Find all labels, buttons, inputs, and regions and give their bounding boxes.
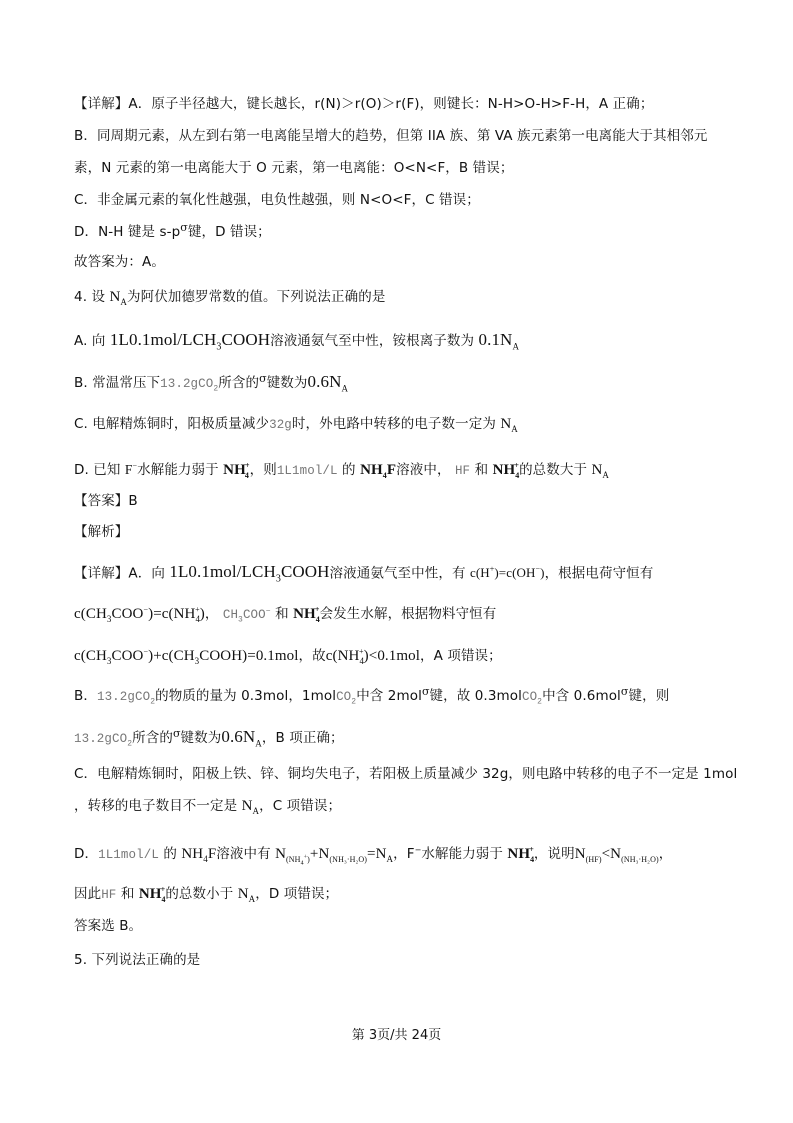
na-symbol: $N_A$ (591, 462, 610, 480)
text: 【详解】A．向 (74, 565, 165, 582)
sigma-symbol: σ (180, 221, 188, 234)
text: 溶液通氨气至中性，铵根离子数为 (270, 333, 475, 349)
text: 因此 (74, 886, 102, 902)
text: 的物质的量为 0.3mol，1mol (155, 688, 337, 704)
detail-line-d (74, 222, 271, 243)
text: 水解能力弱于 (137, 462, 219, 478)
option-c (74, 414, 518, 439)
text: 和 (275, 606, 289, 622)
option-b (74, 372, 348, 400)
text: ，说明 (533, 846, 575, 862)
option-d (74, 456, 609, 486)
formula: 13.2gCO$_2$ (96, 690, 156, 707)
equation: $c(CH_3COO^-)+c(CH_3COOH)=0.1mol$ (74, 647, 299, 666)
text: 键数为 (180, 730, 222, 746)
formula: HF (101, 888, 117, 902)
text: ，A 项错误； (420, 648, 502, 664)
text: ，则 (249, 462, 277, 478)
equation: c(H+)=c(OH−) (469, 565, 545, 581)
analysis-d-line2 (74, 880, 338, 910)
text: D． (74, 846, 99, 862)
analysis-c-line2 (74, 796, 341, 821)
text: 中含 2mol (356, 688, 422, 704)
text: 和 (474, 462, 489, 478)
formula: $CO_2$ (521, 690, 543, 707)
sigma-symbol: σ (421, 685, 430, 698)
answer-label: 【答案】B (74, 493, 138, 509)
analysis-a-line1 (74, 560, 653, 590)
text: B. 常温常压下 (74, 375, 161, 391)
text: ，D 项错误； (255, 886, 339, 902)
formula: $1L0.1mol/LCH_3COOH$ (169, 562, 330, 585)
text: ，故 (298, 648, 326, 664)
equation: $c(NH_4^+)<0.1mol$ (325, 647, 421, 666)
question-4-stem (74, 287, 385, 312)
equation: $N_{(NH_4^+)}+N_{(NH_3\cdot H_2O)}=N_A$ (275, 846, 394, 867)
acetate: $CH_3COO^-$ (222, 606, 271, 625)
detail-line-a: 【详解】A．原子半径越大，键长越长，r(N)＞r(O)＞r(F)，则键长：N-H>O-H>F-H，A 正确； (74, 96, 654, 112)
sigma-symbol: σ (620, 685, 629, 698)
value: $0.6N_A$ (221, 727, 262, 749)
ammonium: $NH_4^+$ (293, 605, 320, 624)
text: 溶液中有 (216, 846, 271, 862)
detail-line-b1: B．同周期元素，从左到右第一电离能呈增大的趋势，但第 IIA 族、第 VA 族元素第一电离能大于其相邻元 (74, 128, 708, 144)
question-5-stem: 5. 下列说法正确的是 (74, 952, 201, 968)
text: 4. 设 (74, 289, 106, 305)
final-answer: 答案选 B。 (74, 918, 143, 934)
equation: $c(CH_3COO^-)=c(NH_4^+)$ (74, 605, 205, 624)
concentration: 1L1mol/L (276, 464, 338, 478)
text: 键，则 (628, 688, 670, 704)
text: B． (74, 688, 97, 704)
text: 和 (120, 886, 135, 902)
option-a (74, 330, 519, 357)
concentration: 1L1mol/L (98, 848, 159, 862)
na-symbol: $N_A$ (241, 798, 260, 816)
text: 中含 0.6mol (542, 688, 621, 704)
text: 水解能力弱于 (421, 846, 504, 862)
ammonium: $NH_4^+$ (138, 885, 166, 904)
formula: $NH_4F$ (360, 462, 397, 480)
text: ，转移的电子数目不一定是 (74, 798, 238, 814)
formula: $CO_2$ (336, 690, 357, 707)
text: ，根据电荷守恒有 (544, 565, 654, 582)
value: $0.6N_A$ (307, 372, 349, 394)
text: 所含的 (132, 730, 173, 746)
ammonium: $NH_4^+$ (492, 461, 520, 480)
ammonium: $NH_4^+$ (507, 845, 535, 864)
text: ， (204, 606, 219, 622)
text: 时，外电路中转移的电子数一定为 (291, 416, 496, 432)
text: 会发生水解，根据物料守恒有 (319, 606, 497, 622)
text: ， (658, 846, 673, 862)
text: ，C 项错误； (259, 798, 342, 814)
sigma-symbol: σ (259, 372, 267, 385)
formula: $1L0.1mol/LCH_3COOH$ (109, 330, 271, 353)
text: D．N-H 键是 s-p (74, 224, 181, 240)
analysis-a-line2 (74, 600, 496, 631)
text: 键，故 0.3mol (429, 688, 522, 704)
text: 键数为 (266, 375, 308, 391)
answer-conclusion: 故答案为：A。 (74, 254, 165, 270)
na-symbol: $N_A$ (109, 289, 128, 307)
detail-line-b2: 素，N 元素的第一电离能大于 O 元素，第一电离能：O<N<F，B 错误； (74, 160, 514, 176)
text: ，B 项正确； (261, 730, 344, 746)
formula: HF (454, 464, 471, 478)
text: ，F (393, 846, 415, 862)
text: 的总数大于 (519, 462, 588, 478)
page-footer: 第 3页/共 24页 (351, 1028, 442, 1043)
analysis-b-line1 (74, 686, 669, 713)
value: 32g (269, 418, 292, 432)
na-symbol: $N_A$ (500, 416, 518, 434)
analysis-b-line2 (74, 727, 344, 755)
analysis-c-line1: C．电解精炼铜时，阳极上铁、锌、铜均失电子，若阳极上质量减少 32g，则电路中转移的电子不一定是 1mol (74, 766, 738, 782)
analysis-a-line3 (74, 642, 502, 671)
na-symbol: $N_A$ (237, 886, 256, 904)
text: A. 向 (74, 333, 106, 349)
sigma-symbol: σ (172, 727, 181, 740)
fluoride: F− (124, 461, 138, 477)
text: 所含的 (218, 375, 260, 391)
superscript: − (414, 845, 422, 855)
detail-line-c: C．非金属元素的氧化性越强，电负性越强，则 N<O<F，C 错误； (74, 192, 480, 208)
formula: 13.2gCO$_2$ (74, 732, 133, 749)
text: C. 电解精炼铜时，阳极质量减少 (74, 416, 270, 432)
analysis-d-line1 (74, 840, 672, 874)
equation: $N_{(HF)}<N_{(NH_3\cdot H_2O)}$ (574, 846, 659, 864)
text: D. 已知 (74, 462, 121, 478)
ammonium: $NH_4^+$ (223, 461, 250, 480)
text: 的总数小于 (165, 886, 234, 902)
text: 溶液通氨气至中性，有 (329, 565, 466, 582)
formula: $NH_4F$ (181, 846, 217, 864)
analysis-label: 【解析】 (74, 524, 129, 540)
formula: 13.2gCO$_2$ (160, 377, 219, 394)
text: 溶液中， (396, 462, 451, 478)
text: 为阿伏加德罗常数的值。下列说法正确的是 (127, 289, 386, 305)
text: 键，D 错误； (187, 224, 271, 240)
text: 的 (342, 462, 356, 478)
value: $0.1N_A$ (478, 330, 520, 352)
text: 的 (163, 846, 177, 862)
